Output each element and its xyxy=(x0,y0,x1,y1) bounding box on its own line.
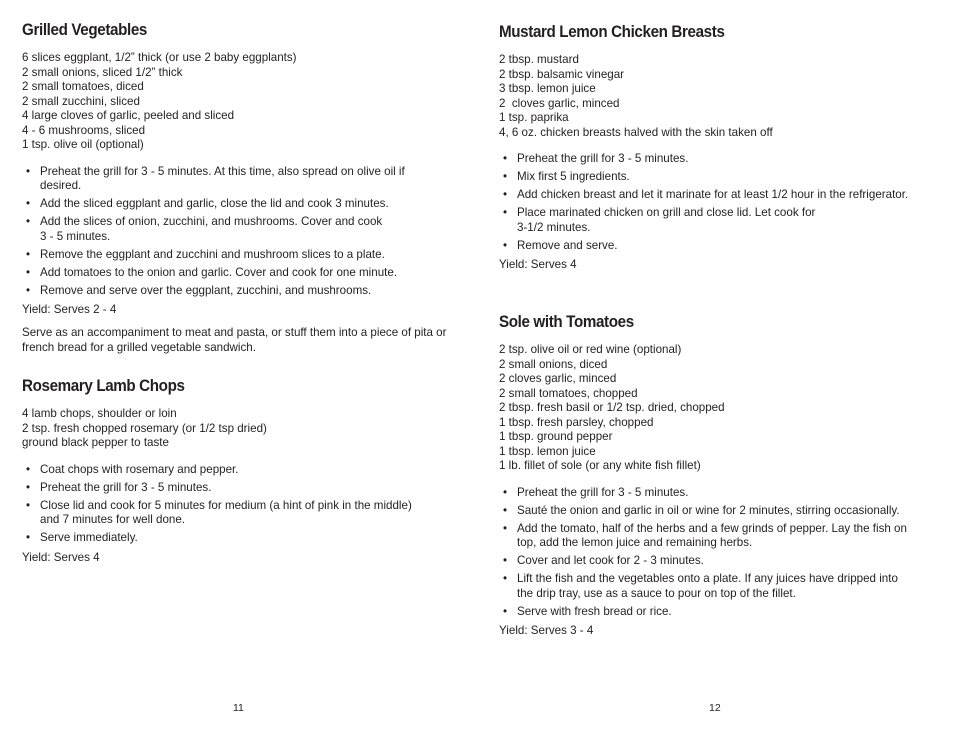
recipe-grilled-vegetables xyxy=(22,20,452,355)
step-item xyxy=(22,215,452,244)
step-text: Add the slices of onion, zucchini, and mushrooms. Cover and cook 3 - 5 minutes. xyxy=(40,215,383,243)
ingredient: 1 tbsp. fresh parsley, chopped xyxy=(499,415,654,429)
ingredient: 2 tbsp. balsamic vinegar xyxy=(499,67,625,81)
ingredient: 4 - 6 mushrooms, sliced xyxy=(22,123,146,137)
bullet-icon: • xyxy=(503,188,508,201)
ingredient: 4 lamb chops, shoulder or loin xyxy=(22,407,177,420)
recipe-title: Sole with Tomatoes xyxy=(499,313,634,331)
bullet-icon: • xyxy=(26,462,31,476)
bullet-icon: • xyxy=(503,503,508,517)
bullet-icon: • xyxy=(503,206,508,219)
ingredient: 2 tbsp. fresh basil or 1/2 tsp. dried, chopped xyxy=(499,401,725,414)
left-page xyxy=(22,0,452,738)
ingredient: 2 cloves garlic, minced xyxy=(499,96,620,110)
step-item xyxy=(22,481,452,496)
step-text: Serve with fresh bread or rice. xyxy=(517,604,672,618)
step-item xyxy=(499,170,939,185)
ingredient: 2 small tomatoes, chopped xyxy=(499,386,638,400)
step-text: Add the tomato, half of the herbs and a few grinds of pepper. Lay the fish on top, add the lemon juice and remaining herbs. xyxy=(517,521,907,549)
step-text: Sauté the onion and garlic in oil or wine for 2 minutes, stirring occasionally. xyxy=(517,503,900,517)
ingredient: 2 tsp. fresh chopped rosemary (or 1/2 tsp dried) xyxy=(22,421,267,435)
bullet-icon: • xyxy=(26,215,31,228)
bullet-icon: • xyxy=(26,247,31,261)
bullet-icon: • xyxy=(26,498,31,512)
ingredient: 1 lb. fillet of sole (or any white fish fillet) xyxy=(499,459,701,472)
step-item xyxy=(499,572,939,601)
bullet-icon: • xyxy=(503,604,508,618)
step-item xyxy=(22,266,452,281)
step-text: Preheat the grill for 3 - 5 minutes. xyxy=(517,485,689,499)
step-item xyxy=(499,504,939,519)
ingredient: 6 slices eggplant, 1/2” thick (or use 2 baby eggplants) xyxy=(22,51,297,64)
step-text: Mix first 5 ingredients. xyxy=(517,170,630,183)
step-text: Remove the eggplant and zucchini and mushroom slices to a plate. xyxy=(40,247,385,261)
steps-list xyxy=(499,486,939,620)
recipe-yield: Yield: Serves 4 xyxy=(499,258,577,271)
bullet-icon: • xyxy=(26,531,31,544)
step-text: Add the sliced eggplant and garlic, close the lid and cook 3 minutes. xyxy=(40,197,389,210)
step-item xyxy=(22,463,452,478)
step-item xyxy=(22,197,452,212)
bullet-icon: • xyxy=(503,554,508,567)
bullet-icon: • xyxy=(503,170,508,183)
step-item xyxy=(499,206,939,235)
ingredient: 1 tbsp. lemon juice xyxy=(499,444,596,458)
recipe-title: Rosemary Lamb Chops xyxy=(22,377,185,395)
step-text: Lift the fish and the vegetables onto a plate. If any juices have dripped into the drip tray, use as a sauce to pour on top of the fillet. xyxy=(517,572,898,600)
ingredient: 2 small zucchini, sliced xyxy=(22,94,140,108)
step-item xyxy=(22,165,452,194)
step-item xyxy=(499,486,939,501)
steps-list xyxy=(22,165,452,299)
ingredients-list xyxy=(499,343,939,474)
ingredient: 2 small onions, sliced 1/2” thick xyxy=(22,65,183,79)
right-page xyxy=(499,0,939,738)
step-item xyxy=(499,152,939,167)
step-item xyxy=(499,239,939,254)
bullet-icon: • xyxy=(503,521,508,535)
recipe-title: Grilled Vegetables xyxy=(22,21,148,39)
bullet-icon: • xyxy=(26,197,31,210)
step-text: Coat chops with rosemary and pepper. xyxy=(40,462,239,476)
recipe-mustard-lemon-chicken xyxy=(499,22,939,280)
steps-list xyxy=(499,152,939,253)
bullet-icon: • xyxy=(503,485,508,499)
ingredient: 4 large cloves of garlic, peeled and sliced xyxy=(22,109,235,122)
ingredient: 2 tbsp. mustard xyxy=(499,53,579,66)
page-number: 12 xyxy=(709,702,721,714)
bullet-icon: • xyxy=(26,265,31,279)
step-item xyxy=(22,531,452,546)
bullet-icon: • xyxy=(503,152,508,165)
step-text: Cover and let cook for 2 - 3 minutes. xyxy=(517,554,704,567)
serving-note: Serve as an accompaniment to meat and pasta, or stuff them into a piece of pita or french bread for a grilled vegetable sandwich. xyxy=(22,325,447,354)
step-item xyxy=(22,284,452,299)
step-text: Place marinated chicken on grill and close lid. Let cook for 3-1/2 minutes. xyxy=(517,206,816,234)
step-text: Close lid and cook for 5 minutes for medium (a hint of pink in the middle) and 7 minutes for well done. xyxy=(40,498,412,526)
recipe-title: Mustard Lemon Chicken Breasts xyxy=(499,23,725,41)
recipe-rosemary-lamb-chops xyxy=(22,376,452,572)
step-text: Add tomatoes to the onion and garlic. Cover and cook for one minute. xyxy=(40,265,398,279)
recipe-sole-with-tomatoes xyxy=(499,312,939,646)
bullet-icon: • xyxy=(26,283,31,297)
recipe-yield: Yield: Serves 3 - 4 xyxy=(499,624,594,637)
step-item xyxy=(22,248,452,263)
ingredient: 2 cloves garlic, minced xyxy=(499,372,617,385)
step-item xyxy=(499,554,939,569)
step-text: Remove and serve over the eggplant, zucchini, and mushrooms. xyxy=(40,283,372,297)
step-text: Remove and serve. xyxy=(517,238,618,252)
ingredient: 2 tsp. olive oil or red wine (optional) xyxy=(499,343,682,356)
step-text: Serve immediately. xyxy=(40,531,138,544)
recipe-yield: Yield: Serves 4 xyxy=(22,550,100,564)
step-item xyxy=(499,188,939,203)
step-text: Preheat the grill for 3 - 5 minutes. At this time, also spread on olive oil if desired. xyxy=(40,164,405,192)
ingredient: 1 tbsp. ground pepper xyxy=(499,430,613,443)
ingredients-list xyxy=(22,407,452,451)
step-item xyxy=(22,499,452,528)
ingredients-list xyxy=(22,51,452,153)
ingredient: 2 small onions, diced xyxy=(499,357,608,371)
ingredient: 2 small tomatoes, diced xyxy=(22,80,144,93)
ingredient: 4, 6 oz. chicken breasts halved with the skin taken off xyxy=(499,125,773,139)
ingredient: 1 tsp. paprika xyxy=(499,111,569,124)
step-item xyxy=(499,522,939,551)
bullet-icon: • xyxy=(503,238,508,252)
step-item xyxy=(499,605,939,620)
page-number: 11 xyxy=(233,702,244,714)
step-text: Preheat the grill for 3 - 5 minutes. xyxy=(40,480,212,494)
bullet-icon: • xyxy=(26,480,31,494)
step-text: Add chicken breast and let it marinate for at least 1/2 hour in the refrigerator. xyxy=(517,188,909,201)
ingredient: ground black pepper to taste xyxy=(22,436,169,449)
ingredients-list xyxy=(499,53,939,140)
ingredient: 1 tsp. olive oil (optional) xyxy=(22,138,144,151)
step-text: Preheat the grill for 3 - 5 minutes. xyxy=(517,152,689,165)
ingredient: 3 tbsp. lemon juice xyxy=(499,82,596,95)
bullet-icon: • xyxy=(503,572,508,585)
steps-list xyxy=(22,463,452,546)
bullet-icon: • xyxy=(26,164,31,178)
recipe-yield: Yield: Serves 2 - 4 xyxy=(22,303,117,316)
